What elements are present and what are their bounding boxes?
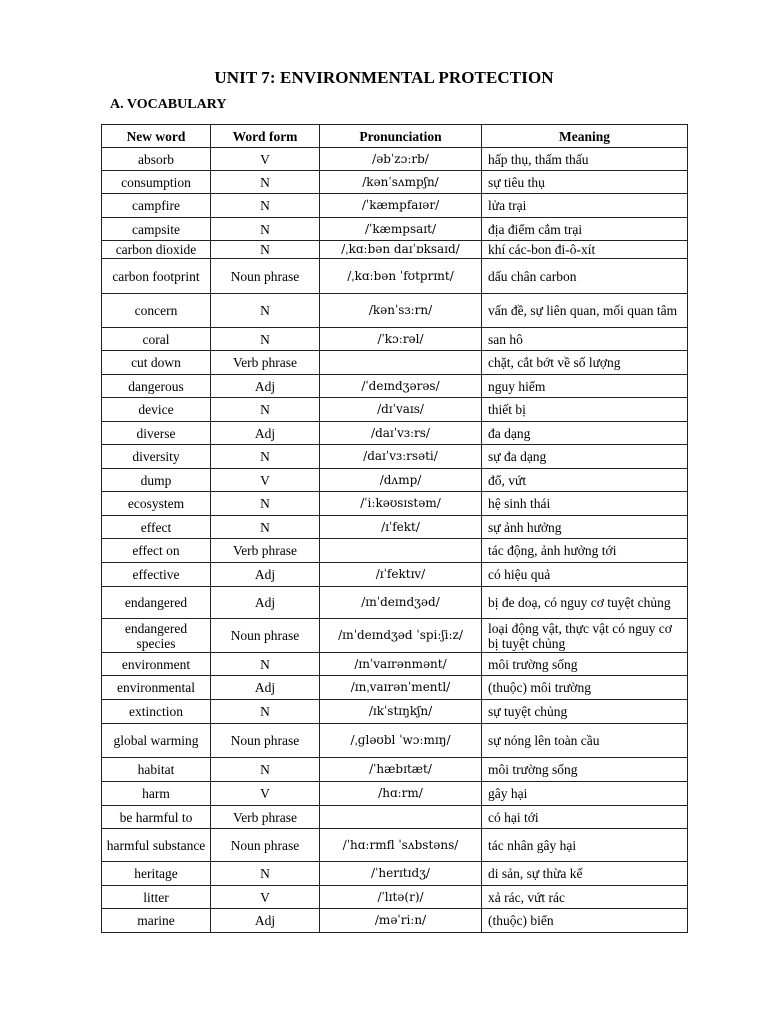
cell-meaning: sự tiêu thụ <box>482 171 688 194</box>
cell-meaning: có hại tới <box>482 806 688 829</box>
table-row <box>102 492 688 516</box>
cell-meaning: di sản, sự thừa kế <box>482 862 688 886</box>
cell-new-word: effect <box>102 516 211 539</box>
table-row <box>102 194 688 218</box>
cell-new-word: heritage <box>102 862 211 886</box>
cell-word-form: Noun phrase <box>211 619 320 653</box>
cell-word-form: Verb phrase <box>211 539 320 563</box>
cell-pronunciation: /ˌkɑːbən ˈfʊtprɪnt/ <box>320 259 482 294</box>
table-row <box>102 829 688 862</box>
cell-meaning: môi trường sống <box>482 653 688 676</box>
cell-new-word: cut down <box>102 351 211 375</box>
table-row <box>102 259 688 294</box>
cell-new-word: carbon dioxide <box>102 241 211 259</box>
cell-new-word: coral <box>102 328 211 351</box>
cell-new-word: campfire <box>102 194 211 218</box>
cell-pronunciation: /ˈlɪtə(r)/ <box>320 886 482 909</box>
cell-new-word: consumption <box>102 171 211 194</box>
cell-word-form: Adj <box>211 422 320 445</box>
cell-word-form: N <box>211 862 320 886</box>
cell-pronunciation: /ɪˈfekt/ <box>320 516 482 539</box>
table-row <box>102 806 688 829</box>
cell-word-form: N <box>211 516 320 539</box>
cell-pronunciation: /ˈherɪtɪdʒ/ <box>320 862 482 886</box>
cell-pronunciation: /kənˈsʌmpʃn/ <box>320 171 482 194</box>
cell-meaning: có hiệu quả <box>482 563 688 587</box>
cell-new-word: device <box>102 398 211 422</box>
cell-pronunciation: /ˌɡləʊbl ˈwɔːmɪŋ/ <box>320 724 482 758</box>
cell-word-form: N <box>211 758 320 782</box>
cell-pronunciation <box>320 806 482 829</box>
cell-meaning: nguy hiểm <box>482 375 688 398</box>
cell-word-form: V <box>211 886 320 909</box>
cell-pronunciation: /məˈriːn/ <box>320 909 482 933</box>
cell-meaning: gây hại <box>482 782 688 806</box>
table-row <box>102 539 688 563</box>
table-row <box>102 758 688 782</box>
cell-word-form: N <box>211 218 320 241</box>
cell-new-word: environmental <box>102 676 211 700</box>
cell-meaning: bị đe doạ, có nguy cơ tuyệt chủng <box>482 587 688 619</box>
cell-pronunciation: /ˈhæbɪtæt/ <box>320 758 482 782</box>
cell-new-word: marine <box>102 909 211 933</box>
cell-new-word: extinction <box>102 700 211 724</box>
cell-word-form: N <box>211 171 320 194</box>
cell-meaning: dấu chân carbon <box>482 259 688 294</box>
table-row <box>102 351 688 375</box>
table-row <box>102 241 688 259</box>
table-row <box>102 148 688 171</box>
cell-meaning: vấn đề, sự liên quan, mối quan tâm <box>482 294 688 328</box>
cell-new-word: diversity <box>102 445 211 469</box>
cell-new-word: carbon footprint <box>102 259 211 294</box>
cell-pronunciation: /ˈkæmpsaɪt/ <box>320 218 482 241</box>
header-word-form: Word form <box>211 125 320 148</box>
cell-word-form: Noun phrase <box>211 724 320 758</box>
table-header-row <box>102 125 688 148</box>
cell-meaning: môi trường sống <box>482 758 688 782</box>
cell-meaning: xả rác, vứt rác <box>482 886 688 909</box>
cell-word-form: V <box>211 469 320 492</box>
cell-new-word: environment <box>102 653 211 676</box>
cell-pronunciation: /ɪnˌvaɪrənˈmentl/ <box>320 676 482 700</box>
cell-pronunciation: /ˈkɔːrəl/ <box>320 328 482 351</box>
cell-meaning: hấp thụ, thấm thấu <box>482 148 688 171</box>
cell-new-word: endangered <box>102 587 211 619</box>
cell-meaning: lửa trại <box>482 194 688 218</box>
cell-new-word: diverse <box>102 422 211 445</box>
cell-word-form: V <box>211 782 320 806</box>
cell-meaning: thiết bị <box>482 398 688 422</box>
table-row <box>102 398 688 422</box>
table-row <box>102 700 688 724</box>
cell-meaning: hệ sinh thái <box>482 492 688 516</box>
cell-new-word: habitat <box>102 758 211 782</box>
table-row <box>102 375 688 398</box>
table-row <box>102 587 688 619</box>
cell-pronunciation: /ɪkˈstɪŋkʃn/ <box>320 700 482 724</box>
cell-meaning: (thuộc) biển <box>482 909 688 933</box>
cell-meaning: đổ, vứt <box>482 469 688 492</box>
cell-new-word: endangered species <box>102 619 211 653</box>
table-row <box>102 294 688 328</box>
table-row <box>102 218 688 241</box>
cell-pronunciation: /dɪˈvaɪs/ <box>320 398 482 422</box>
cell-new-word: be harmful to <box>102 806 211 829</box>
cell-word-form: N <box>211 700 320 724</box>
cell-new-word: litter <box>102 886 211 909</box>
cell-meaning: san hô <box>482 328 688 351</box>
cell-pronunciation: /ˈdeɪndʒərəs/ <box>320 375 482 398</box>
cell-pronunciation: /əbˈzɔːrb/ <box>320 148 482 171</box>
cell-pronunciation: /ɪnˈdeɪndʒəd/ <box>320 587 482 619</box>
cell-pronunciation: /daɪˈvɜːrsəti/ <box>320 445 482 469</box>
cell-new-word: harm <box>102 782 211 806</box>
cell-meaning: tác động, ảnh hưởng tới <box>482 539 688 563</box>
table-row <box>102 469 688 492</box>
table-row <box>102 676 688 700</box>
cell-new-word: effective <box>102 563 211 587</box>
cell-pronunciation: /ˌkɑːbən daɪˈɒksaɪd/ <box>320 241 482 259</box>
cell-meaning: chặt, cắt bớt về số lượng <box>482 351 688 375</box>
cell-pronunciation: /ɪnˈvaɪrənmənt/ <box>320 653 482 676</box>
cell-meaning: sự tuyệt chủng <box>482 700 688 724</box>
header-new-word: New word <box>102 125 211 148</box>
cell-word-form: Adj <box>211 563 320 587</box>
table-row <box>102 909 688 933</box>
vocabulary-table <box>101 124 688 933</box>
table-row <box>102 782 688 806</box>
table-row <box>102 886 688 909</box>
table-row <box>102 862 688 886</box>
section-heading: A. VOCABULARY <box>110 97 227 112</box>
table-body <box>102 148 688 933</box>
cell-new-word: harmful substance <box>102 829 211 862</box>
cell-meaning: địa điểm cắm trại <box>482 218 688 241</box>
cell-pronunciation: /daɪˈvɜːrs/ <box>320 422 482 445</box>
cell-new-word: concern <box>102 294 211 328</box>
cell-word-form: Adj <box>211 676 320 700</box>
page-title: UNIT 7: ENVIRONMENTAL PROTECTION <box>214 68 554 87</box>
cell-meaning: sự ảnh hưởng <box>482 516 688 539</box>
cell-word-form: N <box>211 241 320 259</box>
cell-pronunciation: /ɪnˈdeɪndʒəd ˈspiːʃiːz/ <box>320 619 482 653</box>
table-row <box>102 653 688 676</box>
cell-word-form: N <box>211 294 320 328</box>
cell-meaning: loại động vật, thực vật có nguy cơ bị tuyệt chủng <box>482 619 688 653</box>
table-row <box>102 563 688 587</box>
cell-word-form: N <box>211 194 320 218</box>
cell-new-word: ecosystem <box>102 492 211 516</box>
header-pronunciation: Pronunciation <box>320 125 482 148</box>
cell-word-form: N <box>211 445 320 469</box>
table-row <box>102 516 688 539</box>
header-meaning: Meaning <box>482 125 688 148</box>
cell-pronunciation: /hɑːrm/ <box>320 782 482 806</box>
cell-new-word: dangerous <box>102 375 211 398</box>
cell-pronunciation <box>320 351 482 375</box>
table-row <box>102 171 688 194</box>
cell-pronunciation: /ˈhɑːrmfl ˈsʌbstəns/ <box>320 829 482 862</box>
cell-pronunciation: /kənˈsɜːrn/ <box>320 294 482 328</box>
cell-meaning: sự đa dạng <box>482 445 688 469</box>
cell-word-form: Noun phrase <box>211 259 320 294</box>
cell-pronunciation: /ˈiːkəʊsɪstəm/ <box>320 492 482 516</box>
cell-word-form: Verb phrase <box>211 351 320 375</box>
cell-new-word: global warming <box>102 724 211 758</box>
cell-new-word: effect on <box>102 539 211 563</box>
cell-new-word: absorb <box>102 148 211 171</box>
cell-word-form: Adj <box>211 375 320 398</box>
table-row <box>102 422 688 445</box>
cell-new-word: dump <box>102 469 211 492</box>
table-row <box>102 724 688 758</box>
cell-word-form: N <box>211 653 320 676</box>
table-row <box>102 619 688 653</box>
cell-word-form: V <box>211 148 320 171</box>
cell-word-form: Noun phrase <box>211 829 320 862</box>
cell-meaning: (thuộc) môi trường <box>482 676 688 700</box>
cell-word-form: Verb phrase <box>211 806 320 829</box>
cell-pronunciation: /ɪˈfektɪv/ <box>320 563 482 587</box>
cell-pronunciation: /ˈkæmpfaɪər/ <box>320 194 482 218</box>
cell-meaning: khí các-bon đi-ô-xít <box>482 241 688 259</box>
cell-word-form: Adj <box>211 587 320 619</box>
table-row <box>102 445 688 469</box>
cell-word-form: N <box>211 328 320 351</box>
cell-meaning: đa dạng <box>482 422 688 445</box>
cell-meaning: sự nóng lên toàn cầu <box>482 724 688 758</box>
cell-pronunciation: /dʌmp/ <box>320 469 482 492</box>
cell-word-form: Adj <box>211 909 320 933</box>
cell-new-word: campsite <box>102 218 211 241</box>
cell-word-form: N <box>211 398 320 422</box>
cell-pronunciation <box>320 539 482 563</box>
cell-word-form: N <box>211 492 320 516</box>
cell-meaning: tác nhân gây hại <box>482 829 688 862</box>
table-row <box>102 328 688 351</box>
